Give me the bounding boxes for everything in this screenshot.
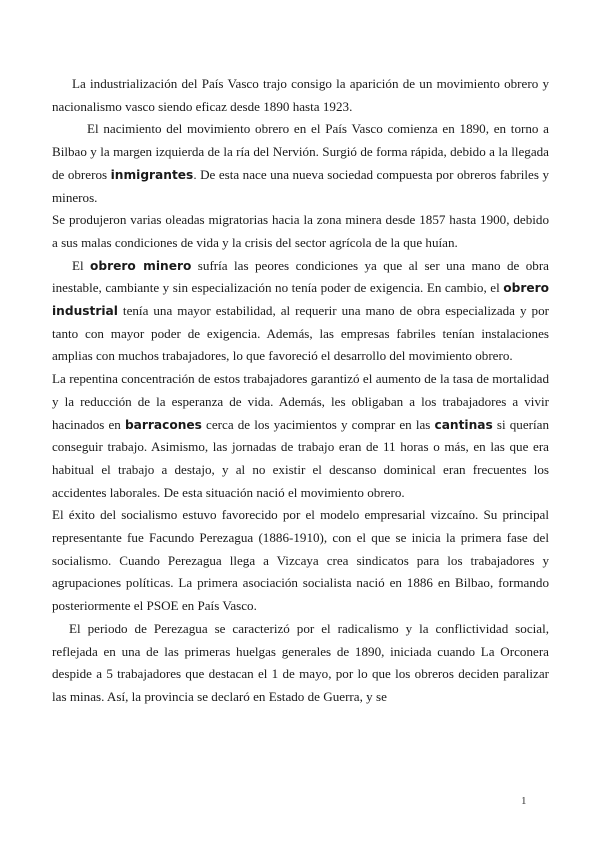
paragraph-workers: El obrero minero sufría las peores condiciones ya que al ser una mano de obra inestable, cambiante y sin especialización no tenía poder de exigencia. En cambio, el obrero industrial tenía una mayor estabilidad, al requerir una mano de obra especializada y por tanto con mayor poder de exigencia. Además, las empresas fabriles tenían instalaciones amplias con muchos trabajadores, lo que favoreció el desarrollo del movimiento obrero. xyxy=(52,257,549,364)
bold-term: cantinas xyxy=(434,417,493,432)
paragraph-migrations: Se produjeron varias oleadas migratorias hacia la zona minera desde 1857 hasta 1900, debido a sus malas condiciones de vida y la crisis del sector agrícola de la que huían. xyxy=(52,212,549,250)
paragraph-socialism: El éxito del socialismo estuvo favorecido por el modelo empresarial vizcaíno. Su principal representante fue Facundo Perezagua (1886-1910), con el que se inicia la primera fase del socialismo. Cuando Perezagua llega a Vizcaya crea sindicatos para los trabajadores y agrupaciones políticas. La primera asociación socialista nació en 1886 en Bilbao, formando posteriormente el PSOE en País Vasco. xyxy=(52,507,549,614)
bold-term: barracones xyxy=(124,417,202,432)
document-body xyxy=(52,73,549,709)
paragraph-origins: El nacimiento del movimiento obrero en el País Vasco comienza en 1890, en torno a Bilbao y la margen izquierda de la ría del Nervión. Surgió de forma rápida, debido a la llegada de obreros inmigrantes. De esta nace una nueva sociedad compuesta por obreros fabriles y mineros. xyxy=(52,121,549,205)
paragraph-conditions: La repentina concentración de estos trabajadores garantizó el aumento de la tasa de mortalidad y la reducción de la esperanza de vida. Además, les obligaban a los trabajadores a vivir hacinados en barracones cerca de los yacimientos y comprar en las cantinas si querían conseguir trabajo. Asimismo, las jornadas de trabajo eran de 11 horas o más, en las que era habitual el trabajo a destajo, y al no existir el descanso dominical eran frecuentes los accidentes laborales. De esta situación nació el movimiento obrero. xyxy=(52,371,549,500)
bold-term: obrero minero xyxy=(90,258,192,273)
bold-term: obrero industrial xyxy=(52,281,549,319)
paragraph-perezagua: El periodo de Perezagua se caracterizó por el radicalismo y la conflictividad social, reflejada en una de las primeras huelgas generales de 1890, iniciada cuando La Orconera despide a 5 trabajadores que destacan el 1 de mayo, por lo que los obreros deciden paralizar las minas. Así, la provincia se declaró en Estado de Guerra, y se xyxy=(52,620,549,704)
paragraph-intro: La industrialización del País Vasco trajo consigo la aparición de un movimiento obrero y nacionalismo vasco siendo eficaz desde 1890 hasta 1923. xyxy=(52,76,549,114)
bold-term: inmigrantes xyxy=(110,167,194,182)
page-number: 1 xyxy=(521,795,527,807)
